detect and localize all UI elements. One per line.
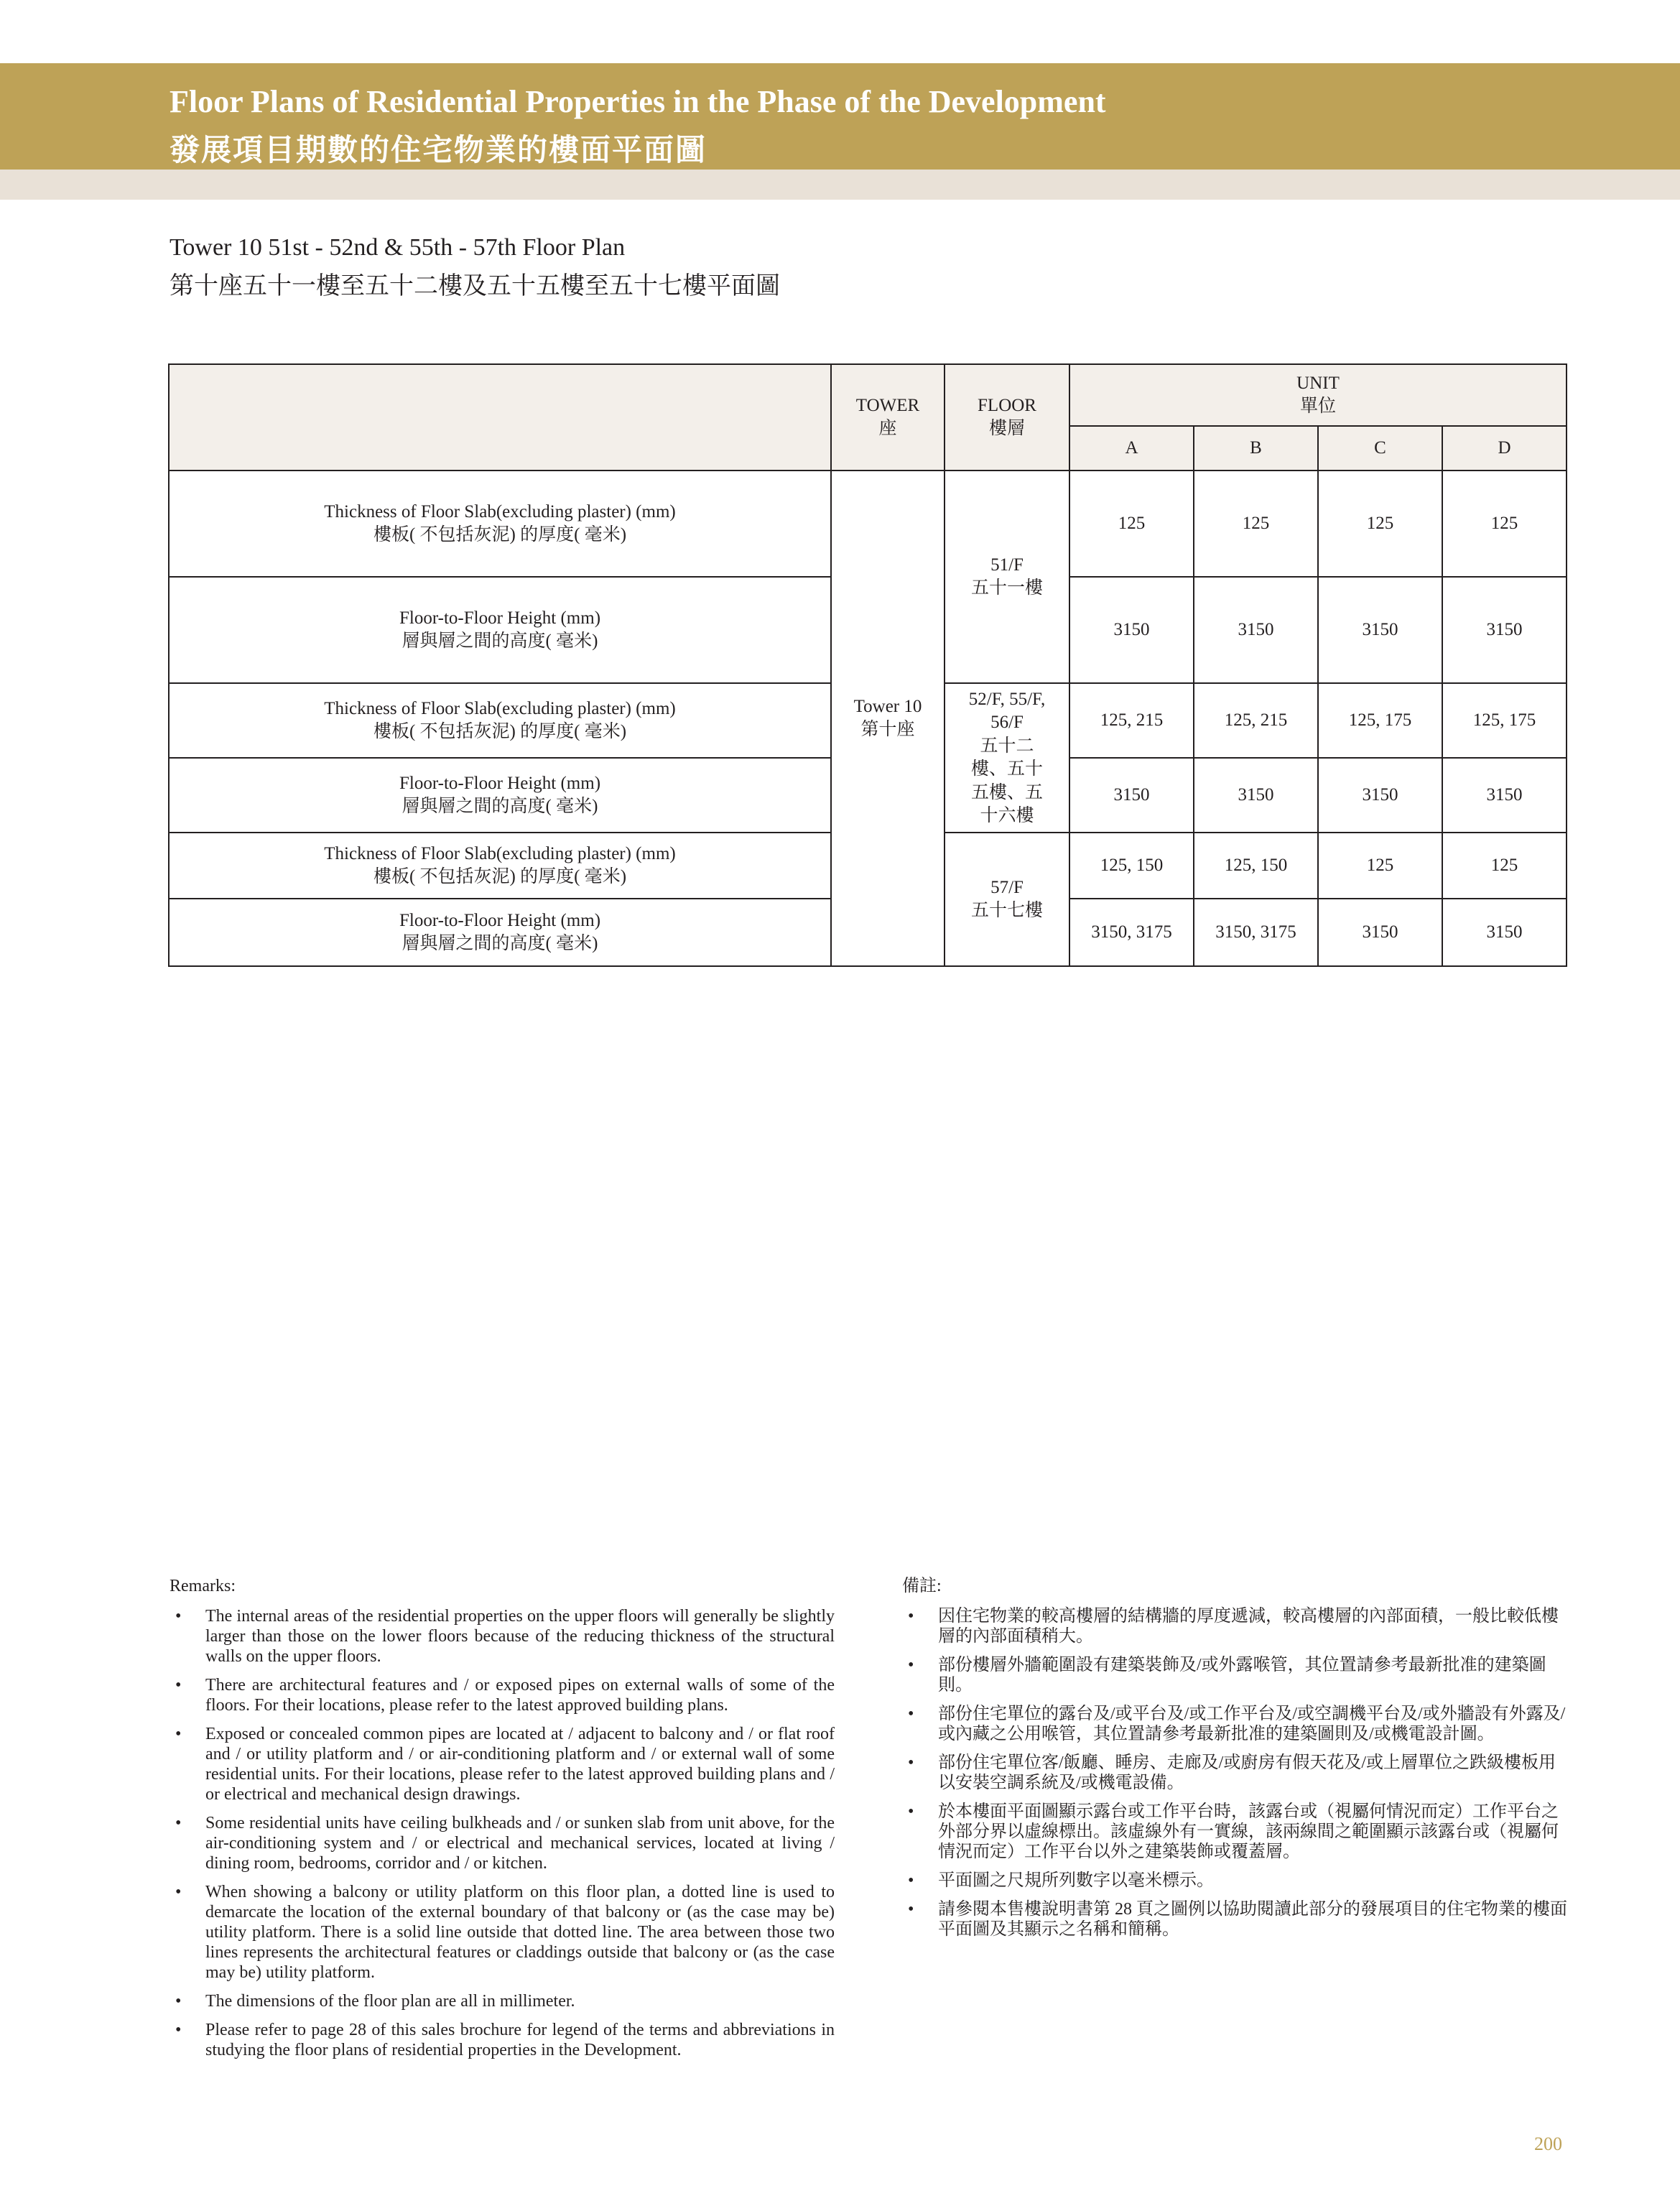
value-cell: 125, 215 — [1069, 683, 1194, 758]
floor-header: FLOOR 樓層 — [945, 364, 1069, 471]
value-cell: 125 — [1069, 471, 1194, 577]
value-cell: 125, 175 — [1318, 683, 1442, 758]
list-item: • 於本樓面平面圖顯示露台或工作平台時，該露台或（視屬何情況而定）工作平台之外部分界以虛線標出。該虛線外有一實線，該兩線間之範圍顯示該露台或（視屬何情況而定）工作平台以外之建築裝飾或覆蓋層。 — [908, 1802, 1559, 1861]
list-item: • There are architectural features and / or exposed pipes on external walls of some of the floors. For their locations, please refer to the latest approved building plans. — [175, 1676, 835, 1715]
row-label-slab: Thickness of Floor Slab(excluding plaster) (mm) 樓板( 不包括灰泥) 的厚度( 毫米) — [169, 683, 831, 758]
bullet-icon: • — [908, 1753, 914, 1772]
blank-header-cell — [169, 364, 831, 471]
floor-plan-title-en: Tower 10 51st - 52nd & 55th - 57th Floor Plan — [170, 234, 626, 261]
row-label-height: Floor-to-Floor Height (mm) 層與層之間的高度( 毫米) — [169, 899, 831, 966]
value-cell: 125, 215 — [1194, 683, 1318, 758]
remarks-zh — [902, 1576, 1569, 1948]
row-label-slab: Thickness of Floor Slab(excluding plaster) (mm) 樓板( 不包括灰泥) 的厚度( 毫米) — [169, 471, 831, 577]
unit-header-c: C — [1318, 426, 1442, 471]
value-cell: 3150, 3175 — [1194, 899, 1318, 966]
list-item: • Exposed or concealed common pipes are located at / adjacent to balcony and / or flat roof and / or utility platform and / or air-conditioning platform and / or external wall of some residential units. For their locations, please refer to the latest approved building plans and / or electrical and mechanical design drawings. — [175, 1725, 835, 1804]
value-cell: 125, 150 — [1194, 833, 1318, 899]
bullet-icon: • — [908, 1871, 914, 1890]
value-cell: 125 — [1442, 471, 1567, 577]
value-cell: 3150 — [1069, 577, 1194, 683]
bullet-icon: • — [175, 2021, 182, 2039]
remarks-en — [170, 1576, 835, 2069]
page-title-zh: 發展項目期數的住宅物業的樓面平面圖 — [170, 134, 707, 167]
bullet-icon: • — [175, 1607, 182, 1626]
list-item: • The dimensions of the floor plan are all in millimeter. — [175, 1992, 575, 2011]
list-item: • 平面圖之尺規所列數字以毫米標示。 — [908, 1871, 1214, 1890]
bullet-icon: • — [175, 1992, 182, 2011]
bullet-icon: • — [908, 1802, 914, 1821]
value-cell: 3150 — [1318, 899, 1442, 966]
floor-spec-table — [168, 363, 1567, 967]
bullet-icon: • — [908, 1900, 914, 1919]
value-cell: 3150 — [1069, 758, 1194, 833]
value-cell: 125 — [1318, 471, 1442, 577]
list-item: • 請參閱本售樓說明書第 28 頁之圖例以協助閱讀此部分的發展項目的住宅物業的樓面平面圖及其顯示之名稱和簡稱。 — [908, 1900, 1567, 1939]
page-number: 200 — [1534, 2133, 1562, 2154]
bullet-icon: • — [175, 1814, 182, 1832]
list-item: • When showing a balcony or utility platform on this floor plan, a dotted line is used to demarcate the location of the external boundary of that balcony or (as the case may be) utility platform. There is a solid line outside that dotted line. The area between those two lines represents the architectural features or claddings outside that balcony or (as the case may be) utility platform. — [175, 1883, 835, 1982]
page-title-en: Floor Plans of Residential Properties in the Phase of the Development — [170, 84, 1106, 119]
value-cell: 3150 — [1442, 899, 1567, 966]
row-label-height: Floor-to-Floor Height (mm) 層與層之間的高度( 毫米) — [169, 758, 831, 833]
unit-header: UNIT 單位 — [1069, 364, 1567, 426]
header-strip — [0, 170, 1680, 200]
value-cell: 125 — [1318, 833, 1442, 899]
value-cell: 3150 — [1442, 577, 1567, 683]
bullet-icon: • — [908, 1656, 914, 1674]
floor-cell-57f: 57/F 五十七樓 — [945, 833, 1069, 966]
list-item: • Please refer to page 28 of this sales brochure for legend of the terms and abbreviations in studying the floor plans of residential properties in the Development. — [175, 2021, 835, 2059]
value-cell: 125 — [1442, 833, 1567, 899]
floor-plan-title-zh: 第十座五十一樓至五十二樓及五十五樓至五十七樓平面圖 — [170, 273, 780, 300]
list-item: • 部份樓層外牆範圍設有建築裝飾及/或外露喉管，其位置請參考最新批准的建築圖則。 — [908, 1656, 1546, 1695]
row-label-height: Floor-to-Floor Height (mm) 層與層之間的高度( 毫米) — [169, 577, 831, 683]
list-item: • The internal areas of the residential properties on the upper floors will generally be slightly larger than those on the lower floors because of the reducing thickness of the structural walls on the upper floors. — [175, 1607, 835, 1666]
row-label-slab: Thickness of Floor Slab(excluding plaster) (mm) 樓板( 不包括灰泥) 的厚度( 毫米) — [169, 833, 831, 899]
value-cell: 3150 — [1318, 758, 1442, 833]
list-item: • 因住宅物業的較高樓層的結構牆的厚度遞減，較高樓層的內部面積，一般比較低樓層的內部面積稍大。 — [908, 1607, 1559, 1646]
unit-header-d: D — [1442, 426, 1567, 471]
bullet-icon: • — [908, 1607, 914, 1626]
floor-cell-52f-55f-56f: 52/F, 55/F, 56/F 五十二樓、五十五樓、五十六樓 — [945, 683, 1069, 833]
value-cell: 125, 150 — [1069, 833, 1194, 899]
bullet-icon: • — [175, 1725, 182, 1743]
bullet-icon: • — [175, 1883, 182, 1901]
tower-header: TOWER 座 — [831, 364, 945, 471]
list-item: • 部份住宅單位客/飯廳、睡房、走廊及/或廚房有假天花及/或上層單位之跌級樓板用以安裝空調系統及/或機電設備。 — [908, 1753, 1556, 1792]
list-item: • 部份住宅單位的露台及/或平台及/或工作平台及/或空調機平台及/或外牆設有外露及/或內藏之公用喉管，其位置請參考最新批准的建築圖則及/或機電設計圖。 — [908, 1705, 1566, 1743]
unit-header-b: B — [1194, 426, 1318, 471]
value-cell: 3150 — [1194, 758, 1318, 833]
value-cell: 3150 — [1318, 577, 1442, 683]
tower-cell: Tower 10 第十座 — [831, 471, 945, 966]
list-item: • Some residential units have ceiling bulkheads and / or sunken slab from unit above, for the air-conditioning system and / or electrical and mechanical services, located at living / dining room, bedrooms, corridor and / or kitchen. — [175, 1814, 835, 1873]
bullet-icon: • — [175, 1676, 182, 1695]
value-cell: 125, 175 — [1442, 683, 1567, 758]
bullet-icon: • — [908, 1705, 914, 1723]
value-cell: 125 — [1194, 471, 1318, 577]
remarks-title-en: Remarks: — [170, 1577, 236, 1595]
value-cell: 3150, 3175 — [1069, 899, 1194, 966]
value-cell: 3150 — [1442, 758, 1567, 833]
floor-cell-51f: 51/F 五十一樓 — [945, 471, 1069, 683]
table-row — [169, 471, 1567, 577]
value-cell: 3150 — [1194, 577, 1318, 683]
remarks-title-zh: 備註: — [902, 1577, 942, 1595]
unit-header-a: A — [1069, 426, 1194, 471]
